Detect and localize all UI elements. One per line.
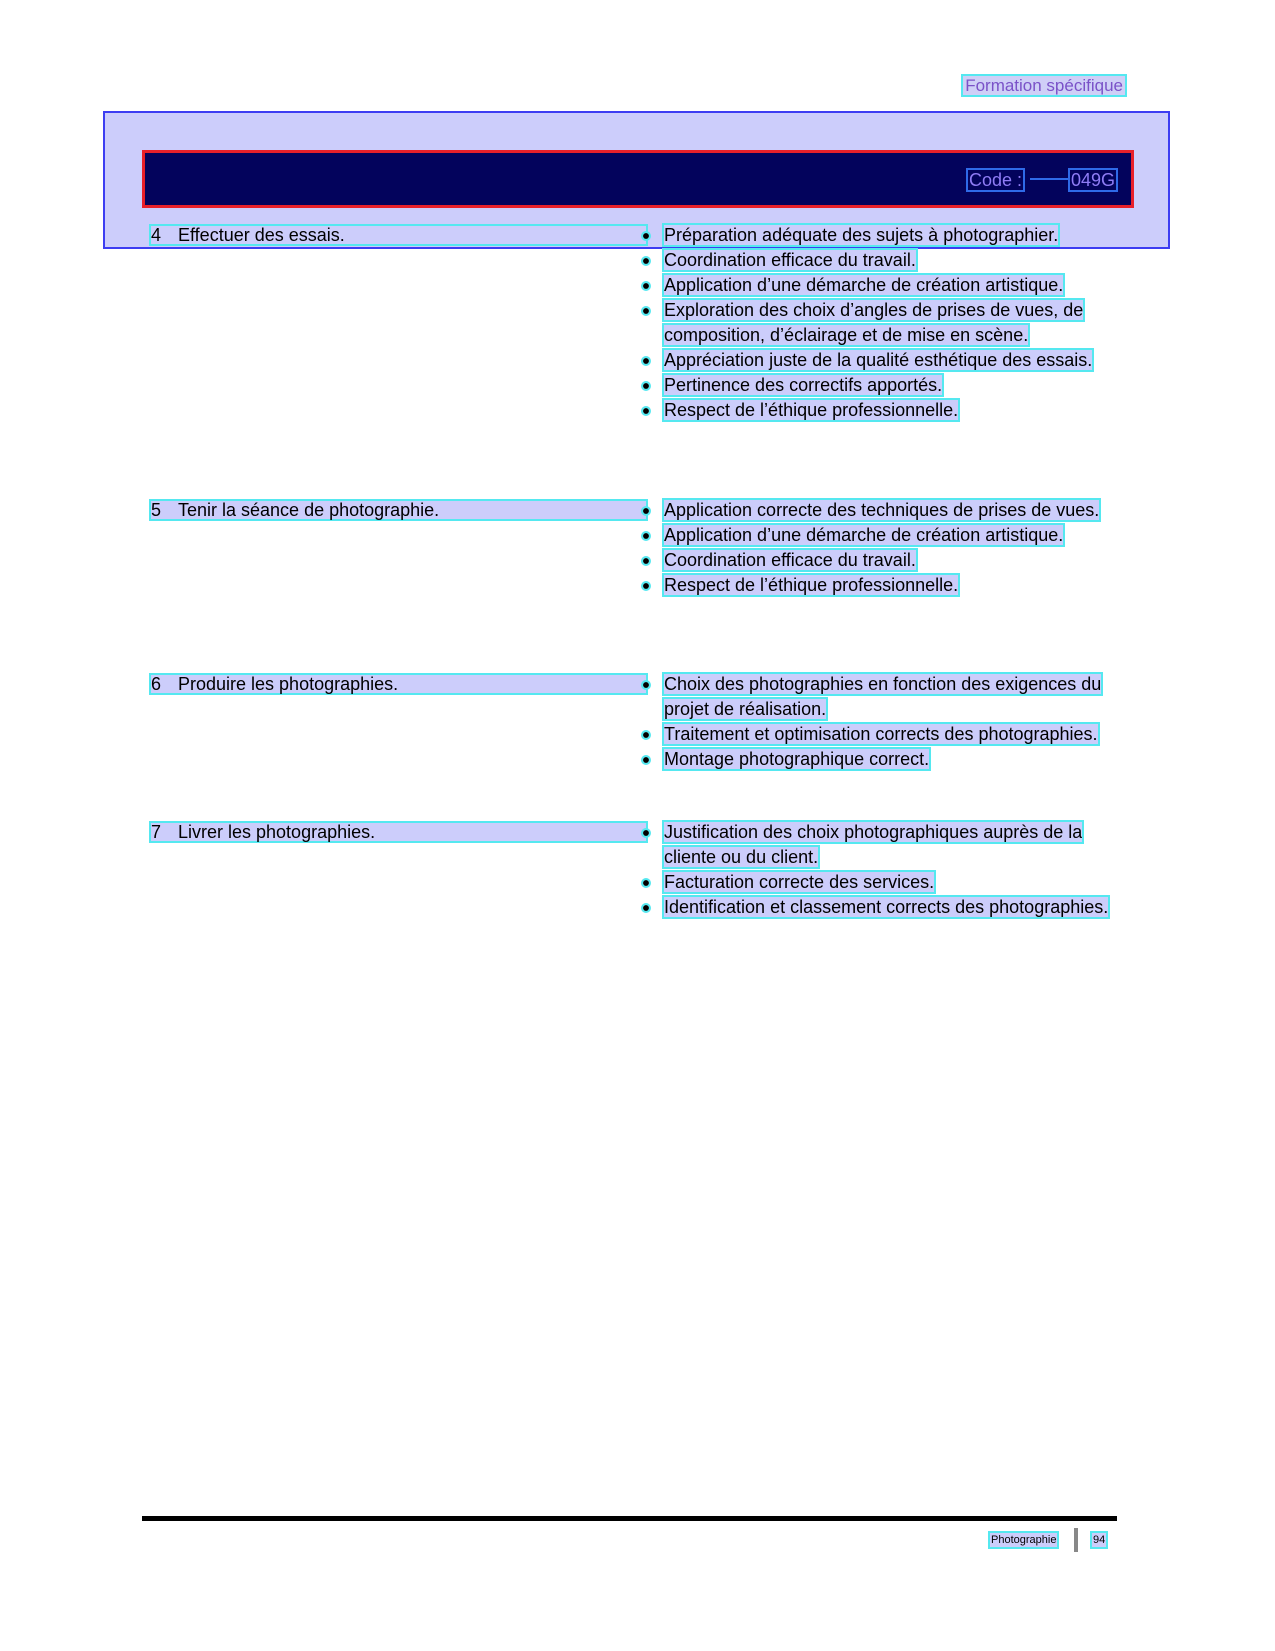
footer-rule <box>142 1516 1117 1521</box>
criterion-item: Respect de l’éthique professionnelle. <box>643 398 1123 423</box>
bullet-icon <box>643 308 649 314</box>
criterion-item: Justification des choix photographiques auprès de la cliente ou du client. <box>643 820 1123 869</box>
step-4 <box>151 226 646 244</box>
criteria-list-step-5 <box>643 498 1123 598</box>
step-number: 5 <box>151 500 162 520</box>
page-number: 94 <box>1093 1534 1106 1546</box>
bullet-icon <box>643 408 649 414</box>
bullet-icon <box>643 558 649 564</box>
bullet-icon <box>643 383 649 389</box>
bullet-icon <box>643 682 649 688</box>
criteria-list-step-6 <box>643 672 1123 772</box>
footer-separator <box>1074 1528 1078 1552</box>
step-7 <box>151 823 646 841</box>
criterion-item: Exploration des choix d’angles de prises de vues, de composition, d’éclairage et de mise en scène. <box>643 298 1123 347</box>
criterion-item: Montage photographique correct. <box>643 747 1123 772</box>
bullet-icon <box>643 533 649 539</box>
criterion-item: Traitement et optimisation corrects des photographies. <box>643 722 1123 747</box>
criterion-item: Identification et classement corrects des photographies. <box>643 895 1123 920</box>
bullet-icon <box>643 508 649 514</box>
criterion-item: Application d’une démarche de création artistique. <box>643 273 1123 298</box>
code-divider <box>1030 178 1068 180</box>
criteria-list-step-4 <box>643 223 1123 423</box>
step-text: Produire les photographies. <box>178 674 399 694</box>
criterion-item: Application d’une démarche de création artistique. <box>643 523 1123 548</box>
step-6 <box>151 675 646 693</box>
code-label: Code : <box>969 170 1023 190</box>
bullet-icon <box>643 757 649 763</box>
criterion-item: Préparation adéquate des sujets à photographier. <box>643 223 1123 248</box>
step-text: Livrer les photographies. <box>178 822 376 842</box>
criterion-item: Application correcte des techniques de prises de vues. <box>643 498 1123 523</box>
bullet-icon <box>643 358 649 364</box>
step-5 <box>151 501 646 519</box>
criterion-item: Choix des photographies en fonction des exigences du projet de réalisation. <box>643 672 1123 721</box>
step-number: 6 <box>151 674 162 694</box>
bullet-icon <box>643 258 649 264</box>
bullet-icon <box>643 583 649 589</box>
criterion-item: Coordination efficace du travail. <box>643 548 1123 573</box>
step-text: Effectuer des essais. <box>178 225 345 245</box>
bullet-icon <box>643 880 649 886</box>
step-number: 4 <box>151 225 162 245</box>
criterion-item: Facturation correcte des services. <box>643 870 1123 895</box>
bullet-icon <box>643 905 649 911</box>
criterion-item: Coordination efficace du travail. <box>643 248 1123 273</box>
bullet-icon <box>643 830 649 836</box>
code-value: 049G <box>1071 170 1116 190</box>
criterion-item: Appréciation juste de la qualité esthétique des essais. <box>643 348 1123 373</box>
bullet-icon <box>643 732 649 738</box>
section-header: Formation spécifique <box>965 76 1123 95</box>
step-number: 7 <box>151 822 162 842</box>
criteria-list-step-7 <box>643 820 1123 920</box>
criterion-item: Respect de l’éthique professionnelle. <box>643 573 1123 598</box>
step-text: Tenir la séance de photographie. <box>178 500 440 520</box>
footer-program: Photographie <box>991 1534 1057 1546</box>
bullet-icon <box>643 283 649 289</box>
bullet-icon <box>643 233 649 239</box>
criterion-item: Pertinence des correctifs apportés. <box>643 373 1123 398</box>
